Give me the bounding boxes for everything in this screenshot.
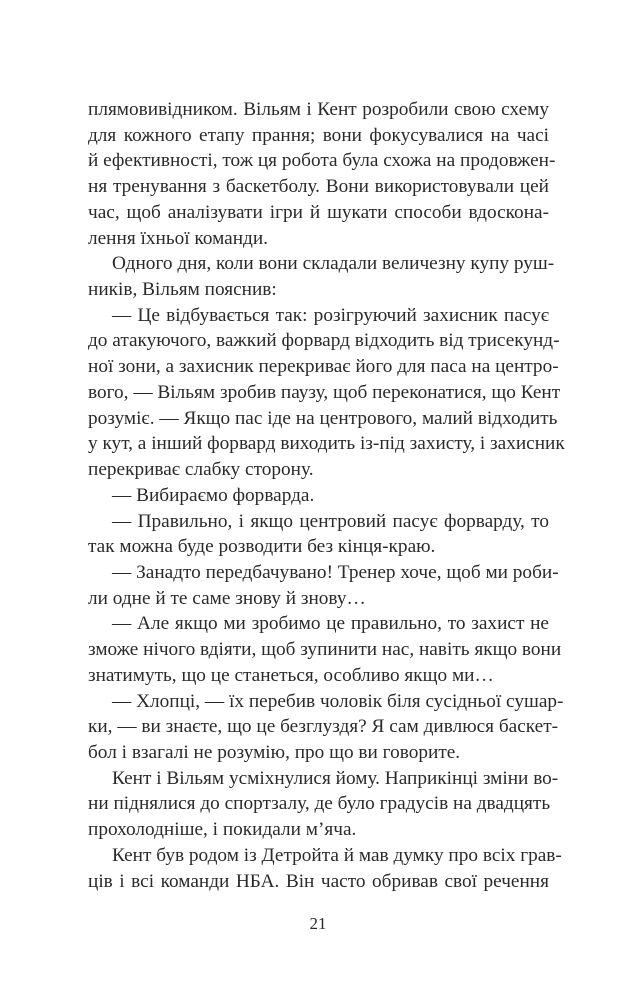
- text-line: прохолодніше, і покидали м’яча.: [88, 819, 357, 841]
- text-line: ни піднялися до спортзалу, де було градусів на двадцять: [88, 793, 551, 815]
- text-line: бол і взагалі не розумію, про що ви говорите.: [88, 741, 461, 763]
- text-line: час, щоб аналізувати ігри й шукати способи вдоскона-: [88, 201, 549, 223]
- text-line: — Правильно, і якщо центровий пасує форварду, то: [112, 510, 549, 532]
- text-line: Кент був родом із Детройта й мав думку про всіх грав-: [112, 844, 562, 866]
- text-line: — Занадто передбачувано! Тренер хоче, щоб ми роби-: [112, 561, 559, 583]
- text-line: — Хлопці, — їх перебив чоловік біля сусідньої сушар-: [112, 690, 564, 712]
- text-line: плямовивідником. Вільям і Кент розробили свою схему: [88, 99, 549, 120]
- text-line: — Це відбувається так: розігруючий захисник пасує: [112, 304, 549, 326]
- text-line: вого, — Вільям зробив паузу, щоб переконатися, що Кент: [88, 381, 561, 403]
- text-line: у кут, а інший форвард виходить із-під захисту, і захисник: [88, 433, 565, 455]
- text-line: до атакуючого, важкий форвард відходить від трисекунд-: [88, 330, 560, 352]
- text-line: лення їхньої команди.: [88, 227, 268, 249]
- text-line: ців і всі команди НБА. Він часто обривав свої речення: [88, 870, 549, 892]
- text-line: ли одне й те саме знову й знову…: [88, 587, 366, 609]
- text-line: й ефективності, тож ця робота була схожа на продовжен-: [88, 150, 556, 172]
- text-line: ня тренування з баскетболу. Вони використовували цей: [88, 176, 549, 198]
- text-line: Одного дня, коли вони складали величезну купу руш-: [112, 253, 555, 275]
- text-line: ки, — ви знаєте, що це безглуздя? Я сам дивлюся баскет-: [88, 716, 559, 738]
- body-text: [88, 97, 565, 894]
- text-line: для кожного етапу прання; вони фокусувалися на часі: [88, 124, 549, 146]
- text-line: перекриває слабку сторону.: [88, 459, 314, 481]
- text-line: розуміє. — Якщо пас іде на центрового, малий відходить: [88, 407, 558, 429]
- text-line: ників, Вільям пояснив:: [88, 279, 277, 301]
- text-line: Кент і Вільям усміхнулися йому. Наприкінці зміни во-: [112, 767, 559, 789]
- text-line: ної зони, а захисник перекриває його для паса на центро-: [88, 356, 559, 378]
- text-line: зможе нічого вдіяти, щоб зупинити нас, навіть якщо вони: [88, 639, 562, 661]
- page-number: 21: [309, 914, 327, 933]
- text-line: так можна буде розводити без кінця-краю.: [88, 536, 436, 558]
- text-line: — Вибираємо форварда.: [112, 484, 315, 506]
- text-line: — Але якщо ми зробимо це правильно, то захист не: [112, 613, 549, 635]
- text-line: знатимуть, що це станеться, особливо якщо ми…: [88, 664, 494, 686]
